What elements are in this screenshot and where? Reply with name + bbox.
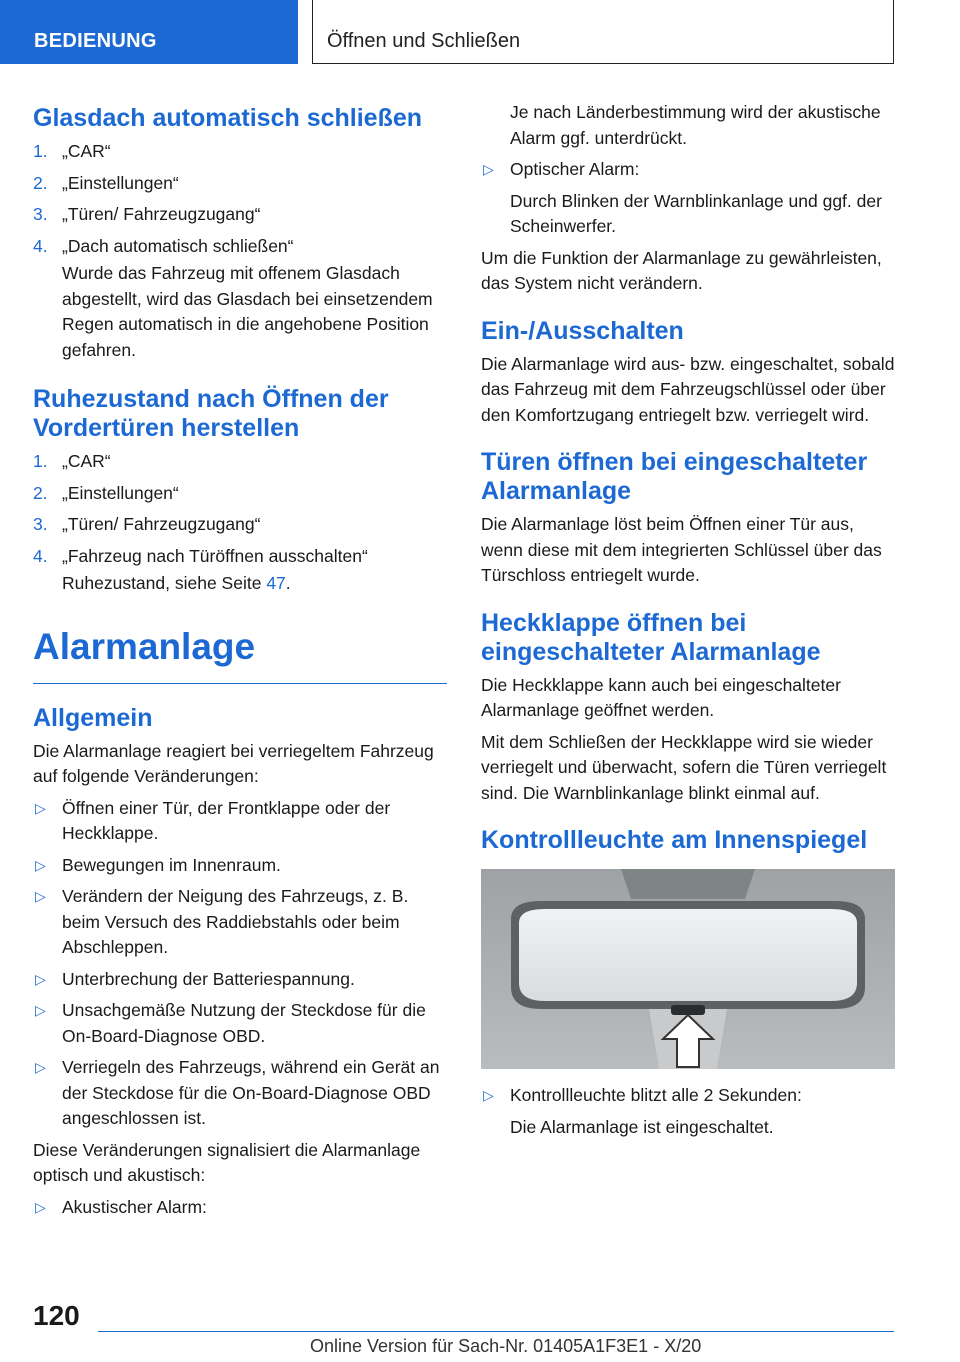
list-item [33, 449, 447, 475]
bullet-text: Kontrollleuchte blitzt alle 2 Sekunden: [510, 1085, 802, 1105]
section-label: BEDIENUNG [34, 30, 157, 52]
section-tab [0, 0, 298, 64]
step-number: 4. [33, 545, 48, 566]
step-number: 3. [33, 514, 48, 534]
paragraph: Mit dem Schließen der Heckklappe wird sie wieder verriegelt und überwacht, sofern die Türen verriegelt sind. Die Warnblinkanlage blinkt einmal auf. [481, 731, 887, 803]
bullet-note: Durch Blinken der Warnblinkanlage und ggf. der Scheinwerfer. [510, 190, 882, 236]
list-item [33, 171, 447, 197]
triangle-right-outline-icon: ▷ [35, 1198, 46, 1215]
paragraph: Diese Veränderungen signalisiert die Alarmanlage optisch und akustisch: [33, 1139, 421, 1185]
list-item [33, 796, 447, 847]
note-suffix: . [285, 573, 291, 593]
step-number: 2. [33, 482, 48, 503]
list-item [33, 202, 447, 228]
chapter-title: Alarmanlage [33, 625, 256, 667]
triangle-right-outline-icon: ▷ [35, 856, 46, 873]
step-note [33, 571, 447, 597]
step-number: 2. [33, 172, 48, 193]
bullet-text: Optischer Alarm: [510, 159, 640, 179]
page-link[interactable]: 47 [266, 573, 286, 593]
list-item [33, 234, 447, 260]
step-text: „Dach automatisch schließen“ [62, 235, 294, 256]
mirror-illustration [481, 869, 895, 1069]
footer-version: Online Version für Sach-Nr. 01405A1F3E1 - X/20 [310, 1336, 702, 1356]
chapter-divider [33, 683, 447, 684]
step-text: „CAR“ [62, 451, 111, 471]
step-number: 1. [33, 451, 48, 471]
step-number: 4. [33, 235, 48, 256]
heading-ruhezustand: Ruhezustand nach Öffnen der Vordertüren herstellen [33, 385, 389, 442]
step-text: „Türen/ Fahrzeugzugang“ [62, 514, 261, 534]
bullet-text: Unsachgemäße Nutzung der Steckdose für die On-Board-Diagnose OBD. [62, 1000, 426, 1046]
step-number: 1. [33, 141, 48, 161]
footer-divider [98, 1331, 894, 1332]
step-text: „Einstellungen“ [62, 482, 179, 503]
step-text: „Türen/ Fahrzeugzugang“ [62, 204, 261, 224]
paragraph: Die Alarmanlage wird aus- bzw. eingeschaltet, sobald das Fahrzeug mit dem Fahrzeugschlüssel oder über den Komfortzugang entriegelt bzw. verriegelt wird. [481, 353, 895, 425]
paragraph: Die Alarmanlage reagiert bei verriegeltem Fahrzeug auf folgende Veränderungen: [33, 740, 434, 786]
list-item [33, 967, 447, 993]
list-item [33, 998, 447, 1049]
heading-kontrollleuchte: Kontrollleuchte am Innenspiegel [481, 826, 868, 854]
triangle-right-outline-icon: ▷ [35, 799, 46, 816]
page-header-title: Öffnen und Schließen [327, 30, 521, 52]
step-text: „Fahrzeug nach Türöffnen ausschalten“ [62, 545, 368, 566]
page-number: 120 [33, 1300, 80, 1331]
list-item [33, 481, 447, 507]
page-header [312, 0, 894, 64]
triangle-right-outline-icon: ▷ [35, 970, 46, 987]
left-column [33, 100, 447, 1226]
triangle-right-outline-icon: ▷ [483, 1087, 494, 1103]
list-item [33, 544, 447, 570]
bullet-text: Bewegungen im Innenraum. [62, 854, 281, 875]
step-note: Wurde das Fahrzeug mit offenem Glasdach abgestellt, wird das Glasdach bei einsetzendem Regen automatisch in die angehobene Position gefahren. [62, 263, 433, 360]
triangle-right-outline-icon: ▷ [35, 888, 46, 904]
list-item [33, 139, 447, 165]
heading-tueren-oeffnen: Türen öffnen bei eingeschalteter Alarmanlage [481, 448, 868, 505]
bullet-text: Verriegeln des Fahrzeugs, während ein Gerät an der Steckdose für die On-Board-Diagnose OBD angeschlossen ist. [62, 1057, 440, 1128]
list-item [33, 853, 447, 879]
triangle-right-outline-icon: ▷ [35, 1002, 46, 1018]
step-text: „CAR“ [62, 141, 111, 161]
bullet-text: Verändern der Neigung des Fahrzeugs, z. B. beim Versuch des Raddiebstahls oder beim Abschleppen. [62, 886, 409, 957]
bullet-note: Je nach Länderbestimmung wird der akustische Alarm ggf. unterdrückt. [510, 102, 881, 148]
list-item [33, 512, 447, 538]
paragraph: Die Heckklappe kann auch bei eingeschalteter Alarmanlage geöffnet werden. [481, 674, 841, 720]
paragraph: Um die Funktion der Alarmanlage zu gewährleisten, das System nicht verändern. [481, 247, 882, 293]
list-item [33, 1195, 447, 1221]
step-text: „Einstellungen“ [62, 172, 179, 193]
list-item [33, 1055, 447, 1132]
heading-allgemein: Allgemein [33, 703, 153, 732]
heading-heckklappe: Heckklappe öffnen bei eingeschalteter Alarmanlage [481, 608, 821, 666]
right-column [481, 100, 895, 1146]
list-item [481, 157, 895, 183]
triangle-right-outline-icon: ▷ [35, 1059, 46, 1075]
note-text: Ruhezustand, siehe Seite [62, 573, 267, 593]
list-item [33, 884, 447, 961]
list-item [481, 1083, 895, 1109]
bullet-text: Öffnen einer Tür, der Frontklappe oder der Heckklappe. [62, 797, 391, 843]
heading-glasdach: Glasdach automatisch schließen [33, 104, 423, 132]
heading-ein-ausschalten: Ein-/Ausschalten [481, 316, 684, 345]
paragraph: Die Alarmanlage löst beim Öffnen einer Tür aus, wenn diese mit dem integrierten Schlüssel über das Türschloss entriegelt wurde. [481, 514, 882, 585]
bullet-note: Die Alarmanlage ist eingeschaltet. [510, 1116, 774, 1137]
bullet-text: Akustischer Alarm: [62, 1196, 207, 1217]
triangle-right-outline-icon: ▷ [483, 161, 494, 177]
bullet-text: Unterbrechung der Batteriespannung. [62, 968, 355, 989]
step-number: 3. [33, 204, 48, 224]
